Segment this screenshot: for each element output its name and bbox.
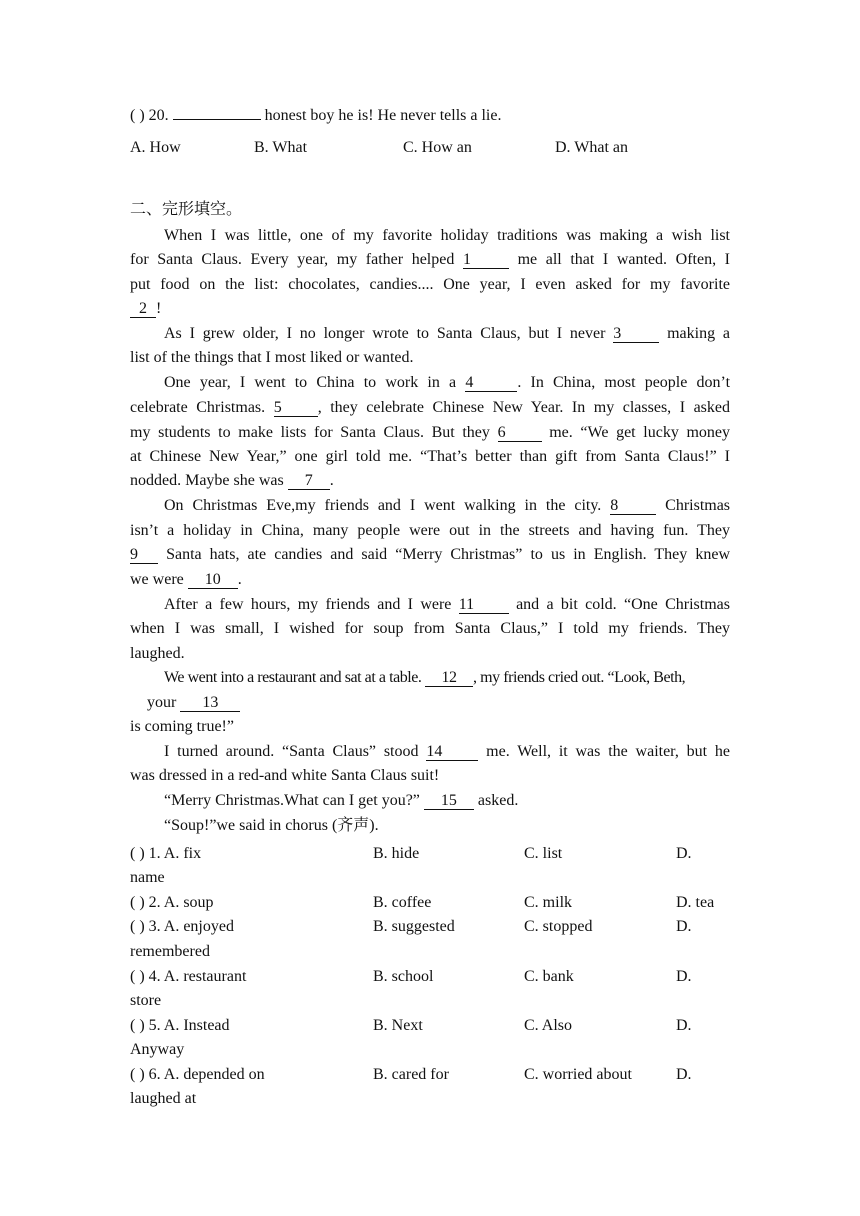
q20-blank: [173, 119, 261, 120]
blank-9: 9: [130, 547, 158, 564]
p5-line1: [164, 595, 730, 615]
p3-text-c: celebrate Christmas.: [130, 399, 266, 416]
p1-line3: put food on the list: chocolates, candies.... One year, I even asked for my favorite: [130, 276, 730, 293]
section-heading: 二、完形填空。: [130, 201, 243, 218]
q3-option-b: B. suggested: [373, 918, 455, 935]
p3-line2: [130, 398, 730, 418]
p8-text-b: asked.: [477, 792, 519, 809]
q6-option-d: D.: [676, 1066, 692, 1083]
q3-option-c: C. stopped: [524, 918, 593, 935]
p8-line1: [164, 791, 764, 811]
q3-option-d: D.: [676, 918, 692, 935]
q5-option-b: B. Next: [373, 1017, 423, 1034]
q6-num-a: ( ) 6. A. depended on: [130, 1066, 265, 1083]
p9-line1: “Soup!”we said in chorus (齐声).: [164, 817, 379, 834]
blank-1: 1: [463, 252, 509, 269]
blank-6: 6: [498, 425, 542, 442]
p1-line1: When I was little, one of my favorite holiday traditions was making a wish list: [164, 227, 730, 244]
p6-text-c: your: [147, 694, 177, 711]
p7-line1: [164, 742, 730, 762]
q2-option-c: C. milk: [524, 894, 573, 911]
q1-option-d: D.: [676, 845, 692, 862]
q1-option-b: B. hide: [373, 845, 420, 862]
q20-option-b: B. What: [254, 139, 308, 156]
p4-text-d: we were: [130, 571, 184, 588]
q4-option-c: C. bank: [524, 968, 574, 985]
q5-option-d: D.: [676, 1017, 692, 1034]
p3-line5: [130, 471, 730, 491]
p4-text-a: On Christmas Eve,my friends and I went walking in the city.: [164, 497, 602, 514]
p5-line3: laughed.: [130, 645, 185, 662]
p7-line2: was dressed in a red-and white Santa Claus suit!: [130, 767, 440, 784]
p1-line2: [130, 250, 730, 270]
q4-option-b: B. school: [373, 968, 434, 985]
p8-text-a: “Merry Christmas.What can I get you?”: [164, 792, 420, 809]
p1-text-c: !: [156, 300, 162, 317]
q1-num-a: ( ) 1. A. fix: [130, 845, 202, 862]
p3-text-h: .: [329, 472, 334, 489]
blank-15: 15: [424, 793, 474, 810]
p2-text-b: making a: [667, 325, 731, 342]
p3-text-d: , they celebrate Chinese New Year. In my classes, I asked: [317, 399, 730, 416]
p3-text-a: One year, I went to China to work in a: [164, 374, 457, 391]
blank-8: 8: [610, 498, 656, 515]
p3-text-f: me. “We get lucky money: [549, 424, 731, 441]
p6-text-b: , my friends cried out. “Look, Beth,: [473, 669, 686, 686]
q6-option-c: C. worried about: [524, 1066, 632, 1083]
q5-num-a: ( ) 5. A. Instead: [130, 1017, 230, 1034]
q1-option-c: C. list: [524, 845, 563, 862]
p3-text-g: nodded. Maybe she was: [130, 472, 284, 489]
q5-option-d-wrap: Anyway: [130, 1041, 185, 1058]
p6-line3: is coming true!”: [130, 718, 234, 735]
p4-line2: isn’t a holiday in China, many people were out in the streets and having fun. They: [130, 522, 730, 539]
blank-10: 10: [188, 572, 238, 589]
q2-num-a: ( ) 2. A. soup: [130, 894, 214, 911]
q4-option-d-wrap: store: [130, 992, 162, 1009]
q20-option-a: A. How: [130, 139, 181, 156]
blank-12: 12: [425, 670, 473, 687]
q3-num-a: ( ) 3. A. enjoyed: [130, 918, 234, 935]
blank-3: 3: [613, 326, 659, 343]
p6-line1: [164, 668, 738, 688]
q6-option-b: B. cared for: [373, 1066, 449, 1083]
p5-text-a: After a few hours, my friends and I were: [164, 596, 452, 613]
p1-text-b: me all that I wanted. Often, I: [517, 251, 731, 268]
p3-text-b: . In China, most people don’t: [517, 374, 731, 391]
q2-option-b: B. coffee: [373, 894, 432, 911]
q20-text: honest boy he is! He never tells a lie.: [264, 107, 502, 124]
q4-option-d: D.: [676, 968, 692, 985]
p6-line2: [147, 693, 747, 713]
p4-line3: [130, 545, 730, 565]
p1-line4: [130, 299, 730, 319]
blank-4: 4: [465, 375, 517, 392]
q2-option-d: D. tea: [676, 894, 715, 911]
q20-option-c: C. How an: [403, 139, 472, 156]
p3-text-e: my students to make lists for Santa Claus. But they: [130, 424, 490, 441]
p2-line2: list of the things that I most liked or wanted.: [130, 349, 414, 366]
q5-option-c: C. Also: [524, 1017, 573, 1034]
p7-text-b: me. Well, it was the waiter, but he: [486, 743, 731, 760]
blank-13: 13: [180, 695, 240, 712]
p3-line4: at Chinese New Year,” one girl told me. “That’s better than gift from Santa Claus!” I: [130, 448, 730, 465]
blank-14: 14: [426, 744, 478, 761]
p3-line1: [164, 373, 730, 393]
q1-option-d-wrap: name: [130, 869, 165, 886]
blank-5: 5: [274, 400, 318, 417]
p3-line3: [130, 423, 730, 443]
q20-paren: ( ) 20.: [130, 107, 169, 124]
p4-text-c: Santa hats, ate candies and said “Merry Christmas” to us in English. They knew: [166, 546, 730, 563]
question-20: [130, 106, 730, 126]
p7-text-a: I turned around. “Santa Claus” stood: [164, 743, 419, 760]
p1-text-a: for Santa Claus. Every year, my father helped: [130, 251, 455, 268]
p6-text-a: We went into a restaurant and sat at a table.: [164, 669, 422, 686]
q6-option-d-wrap: laughed at: [130, 1090, 197, 1107]
p2-text-a: As I grew older, I no longer wrote to Santa Claus, but I never: [164, 325, 606, 342]
blank-2: 2: [130, 301, 156, 318]
p2-line1: [164, 324, 730, 344]
p4-text-b: Christmas: [665, 497, 731, 514]
q4-num-a: ( ) 4. A. restaurant: [130, 968, 247, 985]
p4-line1: [164, 496, 730, 516]
p5-text-b: and a bit cold. “One Christmas: [516, 596, 730, 613]
blank-11: 11: [459, 597, 509, 614]
blank-7: 7: [288, 473, 330, 490]
p5-line2: when I was small, I wished for soup from Santa Claus,” I told my friends. They: [130, 620, 730, 637]
p4-line4: [130, 570, 730, 590]
q20-option-d: D. What an: [555, 139, 629, 156]
q3-option-d-wrap: remembered: [130, 943, 210, 960]
p4-text-e: .: [237, 571, 242, 588]
